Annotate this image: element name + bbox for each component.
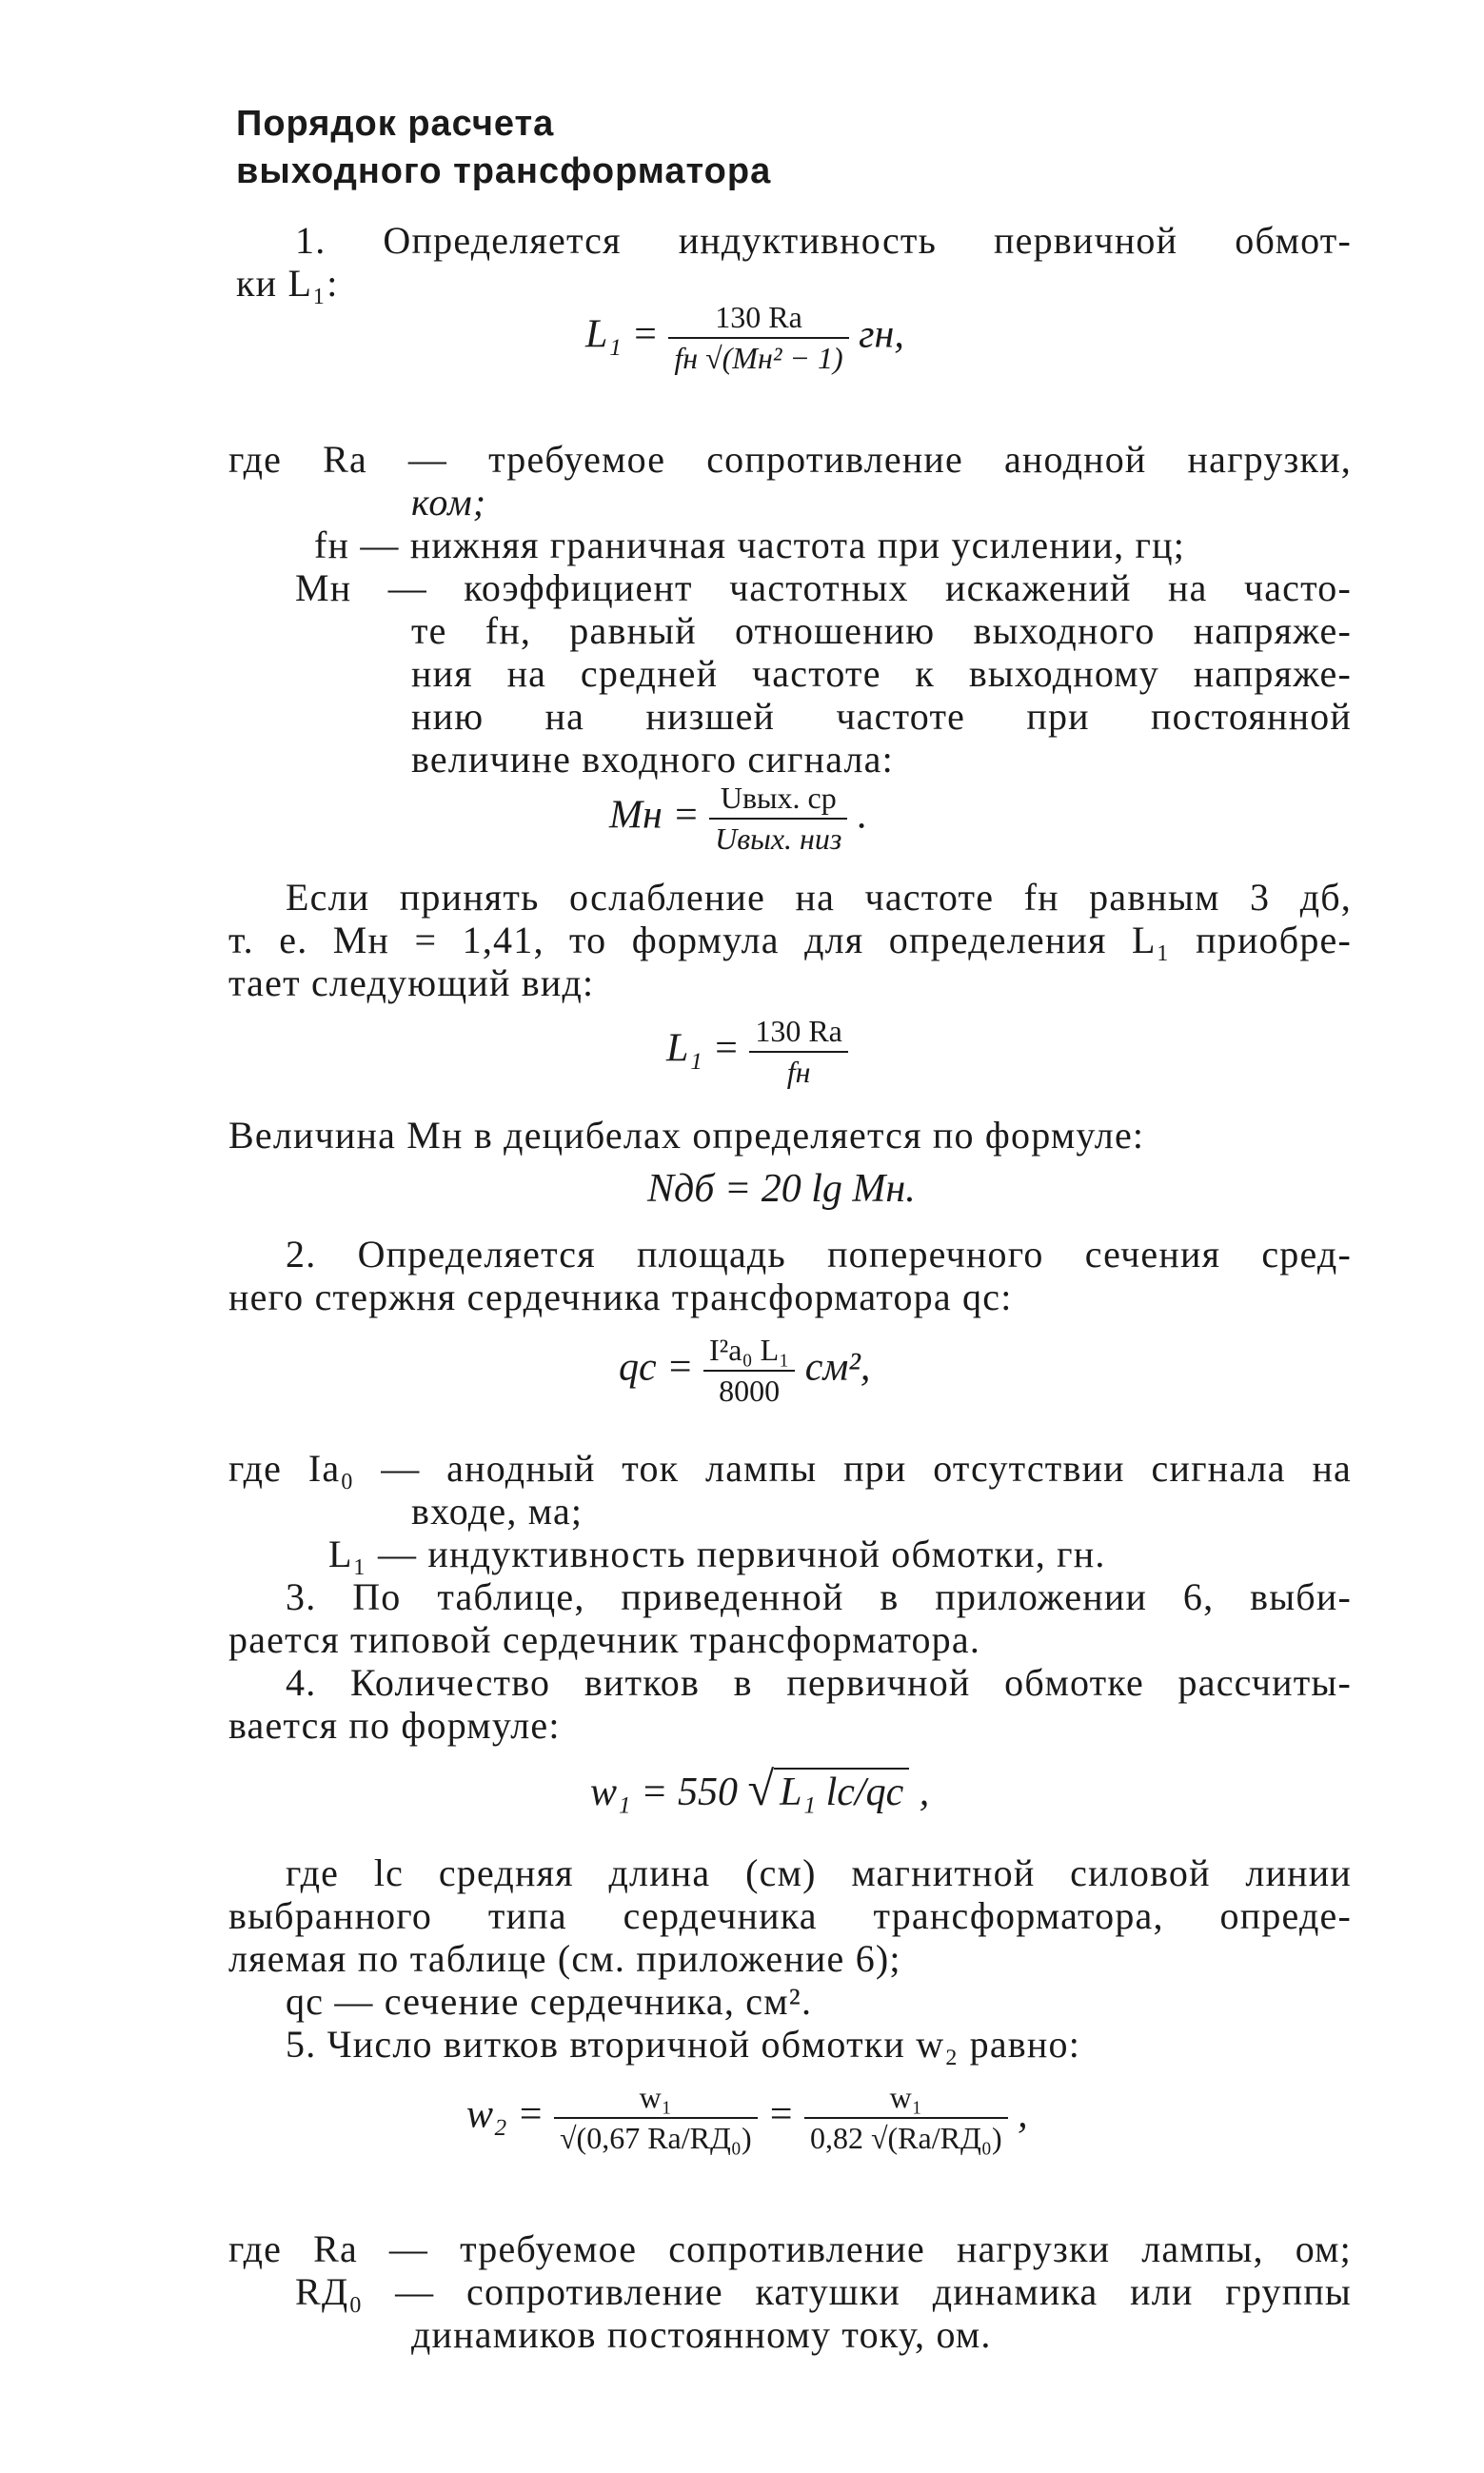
text-line: 1. Определяется индуктивность первичной обмот- [295, 219, 1352, 262]
formula-w1: w₁ = 550 √ L₁ lс/qс , [590, 1762, 930, 1815]
section-heading [236, 100, 771, 195]
text-line: qс — сечение сердечника, см². [286, 1980, 813, 2023]
text-line: тает следующий вид: [228, 961, 595, 1004]
formula-w2: w₂ = $\frac{\text{w₁}}{\text{√(0,67 Rа/RД₀)}}$ = $\frac{\text{w₁}}{\text{0,82 √(Rа/RД₀)}}$ , [466, 2080, 1028, 2155]
text-line: ляемая по таблице (см. приложение 6); [228, 1937, 901, 1980]
text-line: т. е. Mн = 1,41, то формула для определения L₁ приобре- [228, 919, 1352, 961]
text-line: нию на низшей частоте при постоянной [411, 695, 1352, 738]
formula-Mn: Mн = $\frac{\text{Uвых. ср}}{\text{Uвых. низ}}$ . [609, 781, 868, 856]
text-line: него стержня сердечника трансформатора qс: [228, 1276, 1013, 1318]
text-line: рается типовой сердечник трансформатора. [228, 1618, 981, 1661]
text-line: где Iа₀ — анодный ток лампы при отсутствии сигнала на [228, 1447, 1352, 1490]
text-line: Mн — коэффициент частотных искажений на часто- [295, 566, 1352, 609]
text-line: Если принять ослабление на частоте fн равным 3 дб, [286, 876, 1352, 919]
text-line: ком; [411, 481, 487, 524]
text-line: 2. Определяется площадь поперечного сечения сред- [286, 1233, 1352, 1276]
text-line: ки L₁: [236, 262, 339, 305]
text-line: входе, ма; [411, 1490, 584, 1533]
text-line: где lс средняя длина (см) магнитной силовой линии [286, 1851, 1352, 1894]
text-line: RД₀ — сопротивление катушки динамика или группы [295, 2270, 1352, 2313]
text-line: fн — нижняя граничная частота при усилении, гц; [314, 524, 1186, 566]
text-line: где Rа — требуемое сопротивление анодной нагрузки, [228, 438, 1352, 481]
text-line: Величина Mн в децибелах определяется по формуле: [228, 1114, 1145, 1157]
heading-line-2: выходного трансформатора [236, 151, 772, 191]
text-line: L₁ — индуктивность первичной обмотки, гн. [328, 1533, 1106, 1575]
heading-line-1: Порядок расчета [236, 104, 555, 144]
text-line: выбранного типа сердечника трансформатора, опреде- [228, 1894, 1352, 1937]
formula-qc: qс = $\frac{\text{I²а₀ L₁}}{8000}$ см², [619, 1333, 871, 1408]
formula-Ndb: Nдб = 20 lg Mн. [647, 1167, 916, 1211]
text-line: динамиков постоянному току, ом. [411, 2313, 992, 2356]
text-line: величине входного сигнала: [411, 738, 894, 781]
text-line: ния на средней частоте к выходному напряже- [411, 652, 1352, 695]
formula-L1-simplified: L₁ = $\frac{130 Rа}{fн}$ [666, 1014, 848, 1090]
text-line: 5. Число витков вторичной обмотки w₂ равно: [286, 2023, 1081, 2066]
text-line: 3. По таблице, приведенной в приложении 6, выби- [286, 1575, 1352, 1618]
text-line: те fн, равный отношению выходного напряже- [411, 609, 1352, 652]
formula-L1-general: L₁ = $\frac{130 Rа}{\text{fн √(Mн² − 1)}}$ гн, [585, 300, 904, 375]
text-line: 4. Количество витков в первичной обмотке рассчиты- [286, 1661, 1352, 1704]
text-line: где Rа — требуемое сопротивление нагрузки лампы, ом; [228, 2227, 1352, 2270]
text-line: вается по формуле: [228, 1704, 561, 1747]
